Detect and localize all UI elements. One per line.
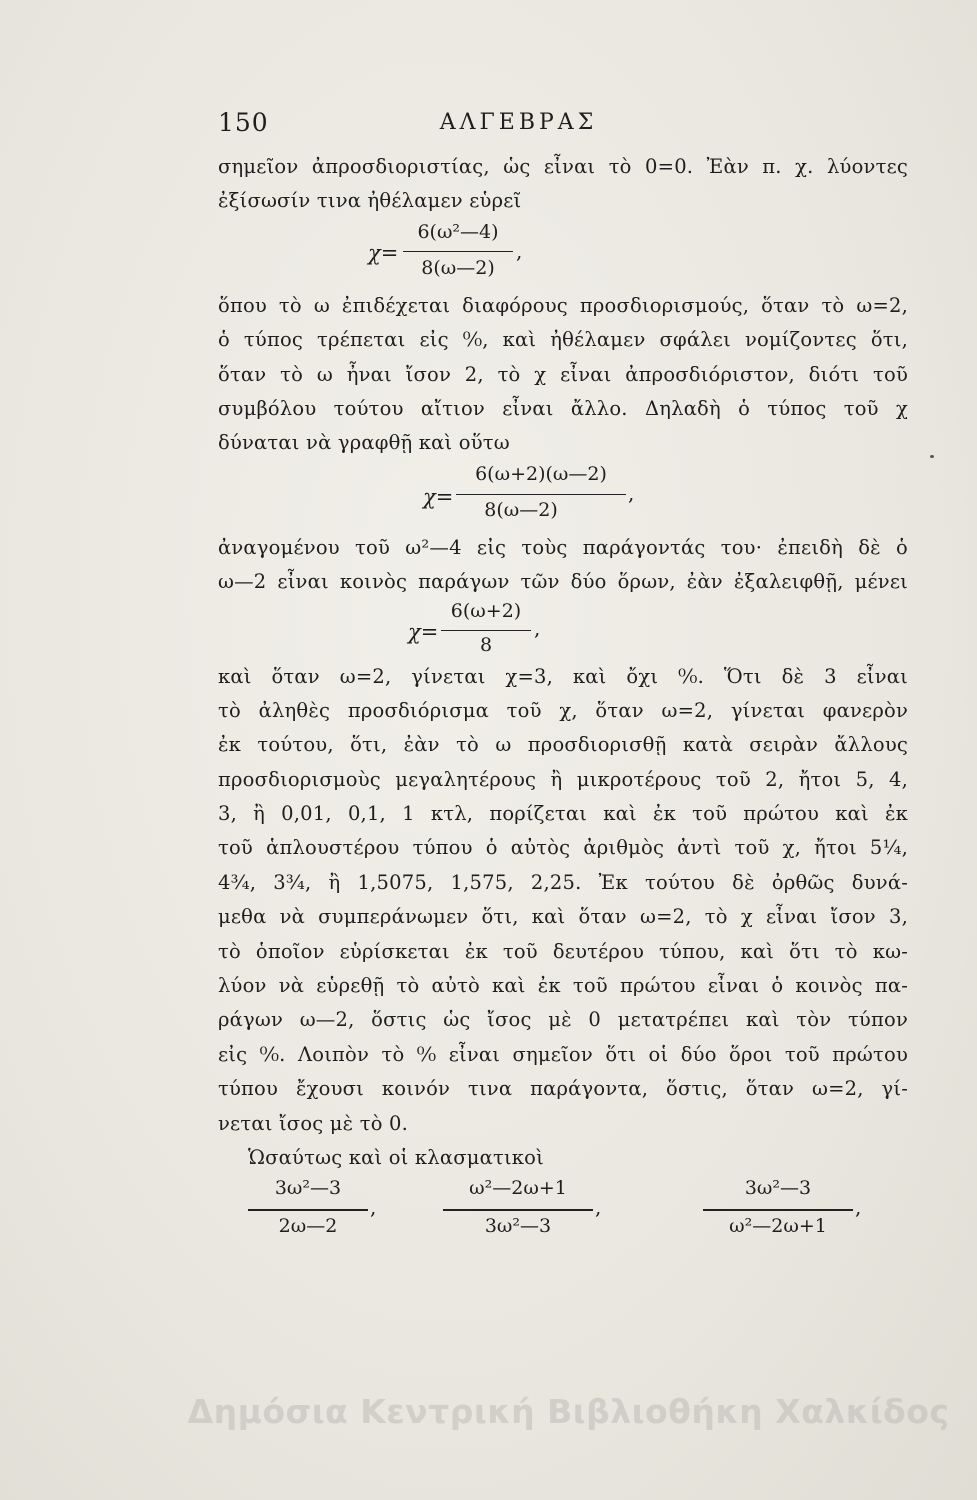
text-line: 4¾, 3¾, ἢ 1,5075, 1,575, 2,25. Ἐκ τούτου δὲ ὀρθῶς δυνά- — [218, 870, 908, 894]
text-line: εἰς ⁰⁄₀. Λοιπὸν τὸ ⁰⁄₀ εἶναι σημεῖον ὅτι οἱ δύο ὅροι τοῦ πρώτου — [218, 1042, 908, 1066]
paper-speck — [930, 455, 934, 458]
fraction-bar — [703, 1209, 853, 1211]
text-line: τοῦ ἁπλουστέρου τύπου ὁ αὐτὸς ἀριθμὸς ἀντὶ τοῦ χ, ἤτοι 5¼, — [218, 836, 908, 860]
formula-numerator: 6(ω+2)(ω—2) — [475, 462, 607, 485]
text-line: ἀναγομένου τοῦ ω²—4 εἰς τοὺς παράγοντάς του· ἐπειδὴ δὲ ὁ — [218, 535, 908, 559]
text-line: ὅπου τὸ ω ἐπιδέχεται διαφόρους προσδιορισμούς, ὅταν τὸ ω=2, — [218, 293, 908, 317]
text-line: Ὡσαύτως καὶ οἱ κλασματικοὶ — [248, 1145, 544, 1169]
formula-numerator: 6(ω+2) — [450, 599, 522, 622]
fraction-bar — [403, 251, 513, 253]
text-line: προσδιορισμοὺς μεγαλητέρους ἢ μικροτέρους τοῦ 2, ἤτοι 5, 4, — [218, 767, 908, 791]
formula-x-2 — [218, 461, 908, 531]
text-line: ράγων ω—2, ὅστις ὡς ἴσος μὲ 0 μετατρέπει καὶ τὸν τύπον — [218, 1008, 908, 1032]
text-line: τύπου ἔχουσι κοινόν τινα παράγοντα, ὅστις, ὅταν ω=2, γί- — [218, 1077, 908, 1101]
text-line: συμβόλου τούτου αἴτιον εἶναι ἄλλο. Δηλαδὴ ὁ τύπος τοῦ χ — [218, 396, 908, 420]
fraction-numerator: 3ω²—3 — [744, 1177, 812, 1200]
text-line: νεται ἴσος μὲ τὸ 0. — [218, 1111, 409, 1135]
formula-denominator: 8 — [479, 633, 493, 656]
text-line: ἐκ τούτου, ὅτι, ἐὰν τὸ ω προσδιορισθῇ κατὰ σειρὰν ἄλλους — [218, 733, 908, 757]
text-line: ὅταν τὸ ω ἦναι ἴσον 2, τὸ χ εἶναι ἀπροσδιόριστον, διότι τοῦ — [218, 362, 908, 386]
fraction-comma: , — [595, 1195, 602, 1220]
text-line: μεθα νὰ συμπεράνωμεν ὅτι, καὶ ὅταν ω=2, τὸ χ εἶναι ἴσον 3, — [218, 905, 908, 929]
fraction-numerator: ω²—2ω+1 — [469, 1177, 567, 1200]
formula-comma: , — [628, 480, 635, 505]
text-line: σημεῖον ἀπροσδιοριστίας, ὡς εἶναι τὸ 0=0. Ἐὰν π. χ. λύοντες — [218, 155, 908, 178]
fraction-bar — [456, 494, 626, 496]
page-header — [0, 108, 977, 148]
formula-lhs: χ= — [408, 619, 439, 644]
fraction-bar — [248, 1209, 368, 1211]
text-line: τὸ ἀληθὲς προσδιόρισμα τοῦ χ, ὅταν ω=2, γίνεται φανερὸν — [218, 698, 908, 722]
text-line: 3, ἢ 0,01, 0,1, 1 κτλ, πορίζεται καὶ ἐκ τοῦ πρώτου καὶ ἐκ — [218, 802, 908, 826]
text-line: δύναται νὰ γραφθῇ καὶ οὕτω — [218, 431, 510, 455]
fraction-bar — [443, 1209, 593, 1211]
text-line: καὶ ὅταν ω=2, γίνεται χ=3, καὶ ὄχι ⁰⁄₀. Ὅτι δὲ 3 εἶναι — [218, 664, 908, 688]
fraction-list — [218, 1175, 908, 1265]
text-line: ἐξίσωσίν τινα ἠθέλαμεν εὑρεῖ — [218, 189, 522, 213]
formula-x-1 — [218, 219, 908, 289]
formula-comma: , — [534, 615, 541, 640]
fraction-denominator: ω²—2ω+1 — [729, 1215, 827, 1238]
formula-lhs: χ= — [423, 484, 454, 509]
fraction-bar — [441, 630, 531, 632]
text-line: τὸ ὁποῖον εὑρίσκεται ἐκ τοῦ δευτέρου τύπου, καὶ ὅτι τὸ κω- — [218, 939, 908, 963]
library-watermark: Δημόσια Κεντρική Βιβλιοθήκη Χαλκίδος — [187, 1392, 950, 1431]
fraction-comma: , — [855, 1195, 862, 1220]
formula-comma: , — [516, 238, 523, 263]
text-line: λύον νὰ εὑρεθῇ τὸ αὐτὸ καὶ ἐκ τοῦ πρώτου εἶναι ὁ κοινὸς πα- — [218, 974, 908, 998]
formula-lhs: χ= — [368, 240, 399, 265]
formula-denominator: 8(ω—2) — [484, 498, 558, 521]
fraction-denominator: 2ω—2 — [278, 1215, 338, 1238]
running-head: ΑΛΓΕΒΡΑΣ — [439, 110, 598, 135]
fraction-denominator: 3ω²—3 — [484, 1215, 552, 1238]
page-number: 150 — [218, 108, 269, 137]
formula-denominator: 8(ω—2) — [421, 256, 495, 279]
formula-numerator: 6(ω²—4) — [417, 220, 499, 243]
body-text — [218, 150, 908, 1265]
formula-x-3 — [218, 600, 908, 660]
fraction-comma: , — [370, 1195, 377, 1220]
fraction-numerator: 3ω²—3 — [274, 1177, 342, 1200]
text-line: ω—2 εἶναι κοινὸς παράγων τῶν δύο ὅρων, ἐὰν ἐξαλειφθῇ, μένει — [218, 570, 908, 594]
text-line: ὁ τύπος τρέπεται εἰς ⁰⁄₀, καὶ ἠθέλαμεν σφάλει νομίζοντες ὅτι, — [218, 328, 908, 352]
